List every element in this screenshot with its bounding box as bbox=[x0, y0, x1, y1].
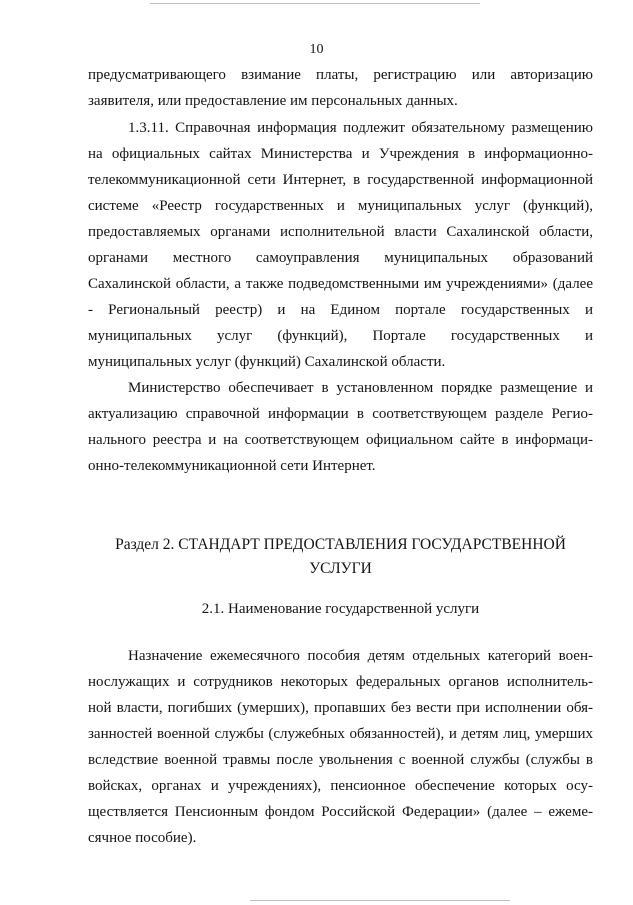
paragraph-1-3-11 bbox=[88, 115, 593, 375]
text-line: нослужащих и сотрудников некоторых федеральных органов исполнитель- bbox=[88, 674, 593, 690]
text-line: ществляется Пенсионным фондом Российской Федерации» (далее – ежеме- bbox=[88, 804, 593, 820]
text-line: сячное пособие). bbox=[88, 830, 197, 846]
text-line: нального реестра и на соответствующем официальном сайте в информаци- bbox=[88, 432, 593, 448]
text-line: занностей военной службы (служебных обязанностей), и детям лиц, умерших bbox=[88, 726, 593, 742]
text-line: 1.3.11. Справочная информация подлежит обязательному размещению bbox=[128, 120, 593, 136]
paragraph-ministry bbox=[88, 375, 593, 479]
paragraph-service-name bbox=[88, 643, 593, 851]
text-line: муниципальных услуг (функций) Сахалинской области. bbox=[88, 354, 446, 370]
text-line: на официальных сайтах Министерства и Учреждения в информационно- bbox=[88, 146, 593, 162]
text-line: Назначение ежемесячного пособия детям отдельных категорий воен- bbox=[128, 648, 593, 664]
section-heading-line: УСЛУГИ bbox=[309, 560, 372, 577]
paragraph-continuation bbox=[88, 62, 593, 114]
text-line: заявителя, или предоставление им персональных данных. bbox=[88, 93, 458, 109]
text-line: органами местного самоуправления муниципальных образований bbox=[88, 250, 593, 266]
scan-edge-mark bbox=[150, 3, 480, 4]
text-line: войсках, органах и учреждениях), пенсионное обеспечение которых осу- bbox=[88, 778, 593, 794]
section-heading-line: Раздел 2. СТАНДАРТ ПРЕДОСТАВЛЕНИЯ ГОСУДАРСТВЕННОЙ bbox=[115, 536, 566, 553]
text-line: предусматривающего взимание платы, регистрацию или авторизацию bbox=[88, 67, 593, 83]
text-line: предоставляемых органами исполнительной власти Сахалинской области, bbox=[88, 224, 593, 240]
text-line: вследствие военной травмы после увольнения с военной службы (службы в bbox=[88, 752, 593, 768]
text-line: Сахалинской области, а также подведомственными им учреждениями» (далее bbox=[88, 276, 593, 292]
subsection-heading: 2.1. Наименование государственной услуги bbox=[201, 601, 480, 617]
text-line: ной власти, погибших (умерших), пропавших без вести при исполнении обя- bbox=[88, 700, 593, 716]
section-heading bbox=[88, 533, 593, 581]
text-line: Министерство обеспечивает в установленном порядке размещение и bbox=[128, 380, 593, 396]
text-line: - Региональный реестр) и на Едином портале государственных и bbox=[88, 302, 593, 318]
text-line: онно-телекоммуникационной сети Интернет. bbox=[88, 458, 376, 474]
scan-edge-mark bbox=[250, 900, 510, 901]
text-line: актуализацию справочной информации в соответствующем разделе Регио- bbox=[88, 406, 593, 422]
text-line: телекоммуникационной сети Интернет, в государственной информационной bbox=[88, 172, 593, 188]
text-line: системе «Реестр государственных и муниципальных услуг (функций), bbox=[88, 198, 593, 214]
text-line: муниципальных услуг (функций), Портале государственных и bbox=[88, 328, 593, 344]
page-number: 10 bbox=[309, 42, 324, 57]
